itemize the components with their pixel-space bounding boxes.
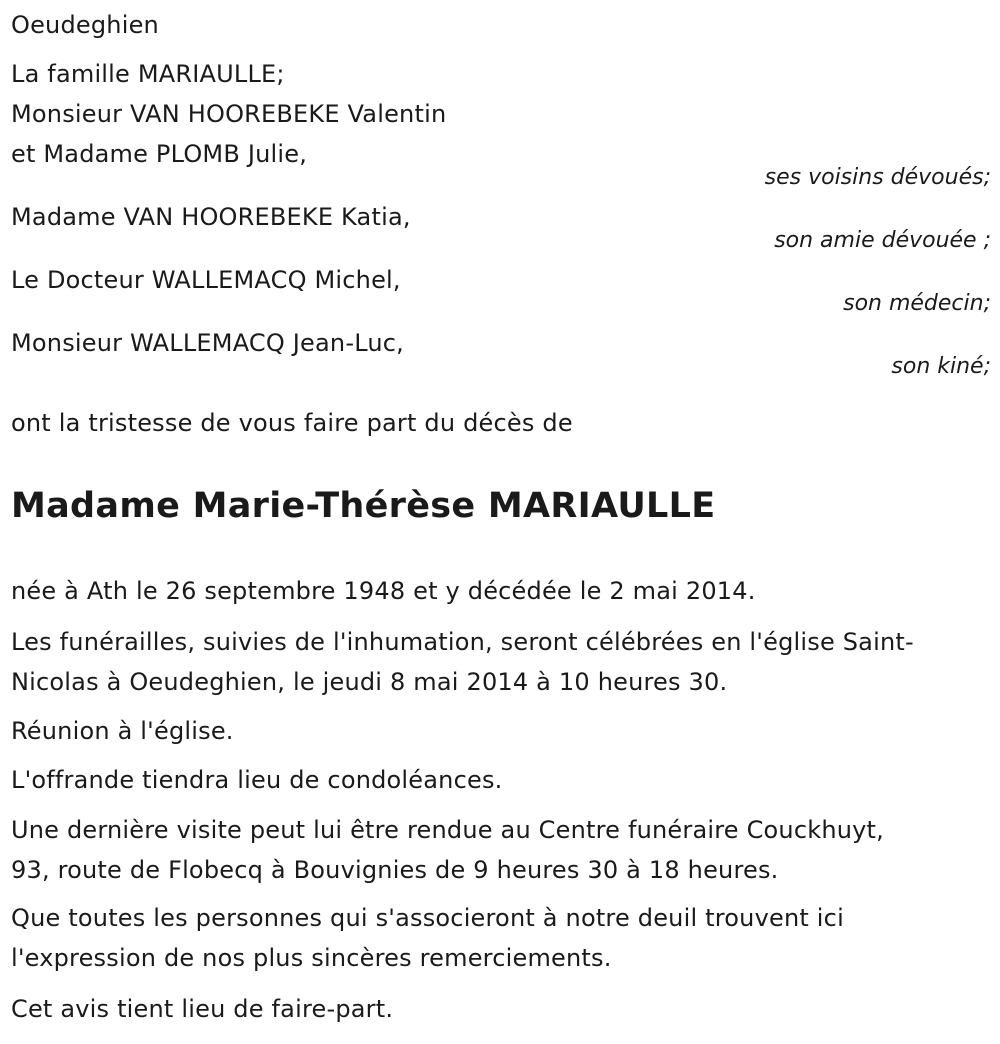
role-physio: son kiné;: [891, 354, 991, 379]
offering-line: L'offrande tiendra lieu de condoléances.: [11, 766, 503, 794]
funeral-line: Les funérailles, suivies de l'inhumation, seront célébrées en l'église Saint-: [11, 628, 914, 656]
visit-line: Une dernière visite peut lui être rendue au Centre funéraire Couckhuyt,: [11, 816, 884, 844]
role-neighbours: ses voisins dévoués;: [764, 165, 991, 190]
visit-line: 93, route de Flobecq à Bouvignies de 9 heures 30 à 18 heures.: [11, 856, 779, 884]
obituary-notice: [11, 0, 991, 1044]
sender-neighbour-1: Monsieur VAN HOOREBEKE Valentin: [11, 100, 447, 128]
thanks-paragraph: [11, 896, 986, 980]
thanks-line: Que toutes les personnes qui s'associeront à notre deuil trouvent ici: [11, 904, 844, 932]
role-friend: son amie dévouée ;: [774, 228, 991, 253]
sender-physio: Monsieur WALLEMACQ Jean-Luc,: [11, 329, 404, 357]
birth-death-line: née à Ath le 26 septembre 1948 et y décédée le 2 mai 2014.: [11, 577, 756, 605]
funeral-paragraph: [11, 620, 986, 704]
role-doctor: son médecin;: [843, 291, 991, 316]
funeral-line: Nicolas à Oeudeghien, le jeudi 8 mai 2014 à 10 heures 30.: [11, 668, 728, 696]
meeting-line: Réunion à l'église.: [11, 717, 234, 745]
visit-paragraph: [11, 808, 986, 892]
announcement-text: ont la tristesse de vous faire part du décès de: [11, 409, 573, 437]
sender-friend: Madame VAN HOOREBEKE Katia,: [11, 203, 411, 231]
thanks-line: l'expression de nos plus sincères remerciements.: [11, 944, 612, 972]
sender-family: La famille MARIAULLE;: [11, 60, 285, 88]
location-heading: Oeudeghien: [11, 11, 159, 39]
sender-doctor: Le Docteur WALLEMACQ Michel,: [11, 266, 401, 294]
notice-line: Cet avis tient lieu de faire-part.: [11, 995, 394, 1023]
sender-neighbour-2: et Madame PLOMB Julie,: [11, 140, 308, 168]
deceased-name: Madame Marie-Thérèse MARIAULLE: [11, 486, 716, 526]
